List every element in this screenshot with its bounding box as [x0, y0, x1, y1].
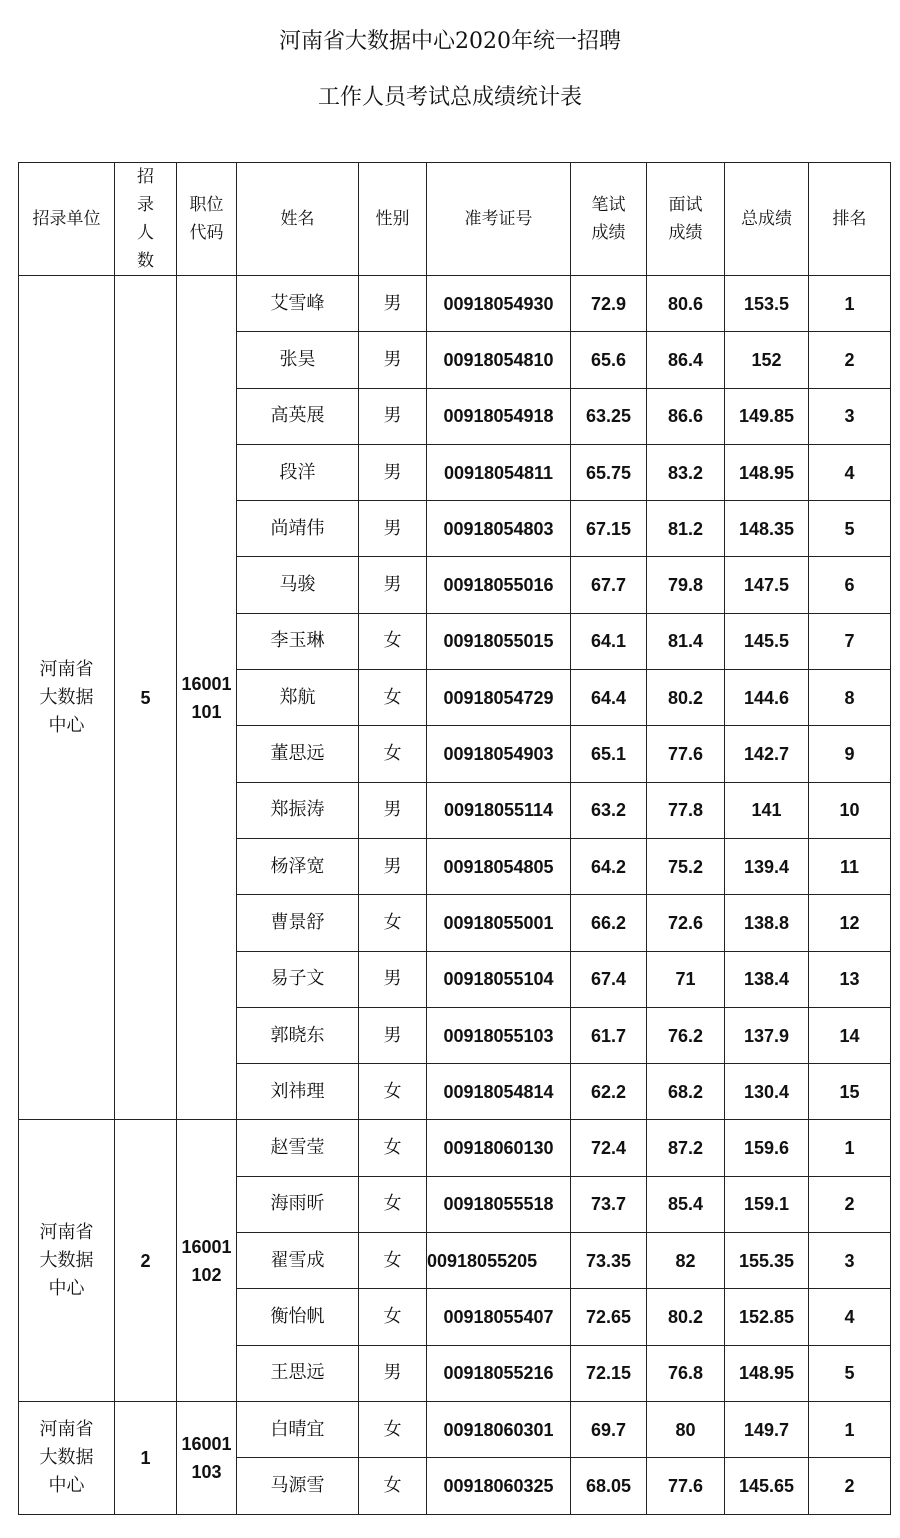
candidate-gender: 男 — [359, 388, 427, 444]
exam-id: 00918054810 — [427, 332, 571, 388]
total-score: 159.1 — [725, 1176, 809, 1232]
candidate-name: 赵雪莹 — [237, 1120, 359, 1176]
exam-id: 00918060130 — [427, 1120, 571, 1176]
title-line-1: 河南省大数据中心2020年统一招聘 — [279, 29, 621, 54]
interview-score: 80.6 — [647, 276, 725, 332]
interview-score: 81.4 — [647, 613, 725, 669]
candidate-gender: 女 — [359, 1458, 427, 1514]
candidate-gender: 女 — [359, 1176, 427, 1232]
position-code-cell: 16001103 — [177, 1401, 237, 1514]
candidate-gender: 男 — [359, 951, 427, 1007]
written-score: 72.15 — [571, 1345, 647, 1401]
exam-id: 00918054918 — [427, 388, 571, 444]
written-score: 73.7 — [571, 1176, 647, 1232]
written-score: 65.6 — [571, 332, 647, 388]
candidate-name: 董思远 — [237, 726, 359, 782]
exam-id: 00918055103 — [427, 1007, 571, 1063]
written-score: 64.2 — [571, 838, 647, 894]
written-score: 67.4 — [571, 951, 647, 1007]
total-score: 137.9 — [725, 1007, 809, 1063]
rank: 1 — [809, 276, 891, 332]
header-exam-id: 准考证号 — [427, 163, 571, 276]
rank: 4 — [809, 1289, 891, 1345]
total-score: 152.85 — [725, 1289, 809, 1345]
quota-cell: 1 — [115, 1401, 177, 1514]
candidate-gender: 女 — [359, 613, 427, 669]
candidate-name: 李玉琳 — [237, 613, 359, 669]
table-row — [19, 276, 891, 332]
rank: 3 — [809, 1233, 891, 1289]
exam-id: 00918054811 — [427, 444, 571, 500]
exam-id: 00918060301 — [427, 1401, 571, 1457]
total-score: 145.5 — [725, 613, 809, 669]
exam-id: 00918055015 — [427, 613, 571, 669]
candidate-gender: 女 — [359, 1233, 427, 1289]
total-score: 138.4 — [725, 951, 809, 1007]
written-score: 72.4 — [571, 1120, 647, 1176]
candidate-name: 尚靖伟 — [237, 501, 359, 557]
score-table — [18, 162, 891, 1515]
header-row — [19, 163, 891, 276]
quota-cell: 2 — [115, 1120, 177, 1401]
total-score: 139.4 — [725, 838, 809, 894]
total-score: 149.85 — [725, 388, 809, 444]
header-written: 笔试成绩 — [571, 163, 647, 276]
rank: 2 — [809, 332, 891, 388]
candidate-gender: 男 — [359, 501, 427, 557]
interview-score: 76.8 — [647, 1345, 725, 1401]
exam-id: 00918055114 — [427, 782, 571, 838]
candidate-name: 王思远 — [237, 1345, 359, 1401]
candidate-gender: 女 — [359, 1289, 427, 1345]
candidate-gender: 女 — [359, 1120, 427, 1176]
rank: 5 — [809, 501, 891, 557]
candidate-name: 衡怡帆 — [237, 1289, 359, 1345]
header-position-code: 职位代码 — [177, 163, 237, 276]
exam-id: 00918055205 — [427, 1233, 571, 1289]
header-rank: 排名 — [809, 163, 891, 276]
interview-score: 72.6 — [647, 895, 725, 951]
exam-id: 00918055016 — [427, 557, 571, 613]
rank: 9 — [809, 726, 891, 782]
total-score: 147.5 — [725, 557, 809, 613]
written-score: 61.7 — [571, 1007, 647, 1063]
candidate-name: 曹景舒 — [237, 895, 359, 951]
interview-score: 80.2 — [647, 670, 725, 726]
interview-score: 81.2 — [647, 501, 725, 557]
total-score: 144.6 — [725, 670, 809, 726]
written-score: 69.7 — [571, 1401, 647, 1457]
table-row — [19, 1120, 891, 1176]
rank: 2 — [809, 1176, 891, 1232]
header-interview: 面试成绩 — [647, 163, 725, 276]
exam-id: 00918054729 — [427, 670, 571, 726]
candidate-name: 张昊 — [237, 332, 359, 388]
rank: 12 — [809, 895, 891, 951]
written-score: 63.2 — [571, 782, 647, 838]
total-score: 141 — [725, 782, 809, 838]
unit-cell: 河南省大数据中心 — [19, 1401, 115, 1514]
interview-score: 77.6 — [647, 1458, 725, 1514]
exam-id: 00918054803 — [427, 501, 571, 557]
title-line-2: 工作人员考试总成绩统计表 — [317, 85, 582, 110]
interview-score: 83.2 — [647, 444, 725, 500]
candidate-gender: 男 — [359, 782, 427, 838]
rank: 13 — [809, 951, 891, 1007]
total-score: 142.7 — [725, 726, 809, 782]
rank: 2 — [809, 1458, 891, 1514]
header-unit: 招录单位 — [19, 163, 115, 276]
interview-score: 86.4 — [647, 332, 725, 388]
interview-score: 80 — [647, 1401, 725, 1457]
interview-score: 75.2 — [647, 838, 725, 894]
candidate-name: 易子文 — [237, 951, 359, 1007]
rank: 1 — [809, 1401, 891, 1457]
exam-id: 00918055104 — [427, 951, 571, 1007]
interview-score: 77.8 — [647, 782, 725, 838]
written-score: 67.15 — [571, 501, 647, 557]
written-score: 65.75 — [571, 444, 647, 500]
interview-score: 86.6 — [647, 388, 725, 444]
exam-id: 00918055407 — [427, 1289, 571, 1345]
candidate-gender: 女 — [359, 1401, 427, 1457]
candidate-name: 艾雪峰 — [237, 276, 359, 332]
header-name: 姓名 — [237, 163, 359, 276]
interview-score: 71 — [647, 951, 725, 1007]
interview-score: 76.2 — [647, 1007, 725, 1063]
total-score: 148.95 — [725, 444, 809, 500]
quota-cell: 5 — [115, 276, 177, 1120]
written-score: 72.65 — [571, 1289, 647, 1345]
candidate-gender: 女 — [359, 895, 427, 951]
exam-id: 00918055216 — [427, 1345, 571, 1401]
interview-score: 85.4 — [647, 1176, 725, 1232]
interview-score: 87.2 — [647, 1120, 725, 1176]
written-score: 68.05 — [571, 1458, 647, 1514]
unit-cell: 河南省大数据中心 — [19, 1120, 115, 1401]
written-score: 64.4 — [571, 670, 647, 726]
total-score: 155.35 — [725, 1233, 809, 1289]
candidate-name: 海雨昕 — [237, 1176, 359, 1232]
exam-id: 00918055518 — [427, 1176, 571, 1232]
total-score: 152 — [725, 332, 809, 388]
position-code-cell: 16001101 — [177, 276, 237, 1120]
candidate-gender: 男 — [359, 332, 427, 388]
total-score: 149.7 — [725, 1401, 809, 1457]
written-score: 67.7 — [571, 557, 647, 613]
candidate-gender: 男 — [359, 444, 427, 500]
exam-id: 00918060325 — [427, 1458, 571, 1514]
rank: 14 — [809, 1007, 891, 1063]
rank: 7 — [809, 613, 891, 669]
written-score: 63.25 — [571, 388, 647, 444]
total-score: 153.5 — [725, 276, 809, 332]
written-score: 66.2 — [571, 895, 647, 951]
candidate-name: 郭晓东 — [237, 1007, 359, 1063]
candidate-gender: 男 — [359, 276, 427, 332]
interview-score: 68.2 — [647, 1064, 725, 1120]
candidate-name: 翟雪成 — [237, 1233, 359, 1289]
total-score: 148.95 — [725, 1345, 809, 1401]
candidate-gender: 男 — [359, 838, 427, 894]
rank: 8 — [809, 670, 891, 726]
interview-score: 79.8 — [647, 557, 725, 613]
candidate-name: 马骏 — [237, 557, 359, 613]
rank: 4 — [809, 444, 891, 500]
candidate-name: 高英展 — [237, 388, 359, 444]
candidate-gender: 男 — [359, 1345, 427, 1401]
candidate-gender: 女 — [359, 726, 427, 782]
rank: 5 — [809, 1345, 891, 1401]
candidate-name: 郑航 — [237, 670, 359, 726]
written-score: 62.2 — [571, 1064, 647, 1120]
written-score: 65.1 — [571, 726, 647, 782]
rank: 11 — [809, 838, 891, 894]
rank: 3 — [809, 388, 891, 444]
rank: 15 — [809, 1064, 891, 1120]
header-quota: 招录人数 — [115, 163, 177, 276]
exam-id: 00918054814 — [427, 1064, 571, 1120]
total-score: 138.8 — [725, 895, 809, 951]
interview-score: 80.2 — [647, 1289, 725, 1345]
candidate-gender: 男 — [359, 1007, 427, 1063]
interview-score: 82 — [647, 1233, 725, 1289]
candidate-name: 段洋 — [237, 444, 359, 500]
rank: 10 — [809, 782, 891, 838]
written-score: 64.1 — [571, 613, 647, 669]
rank: 1 — [809, 1120, 891, 1176]
exam-id: 00918054930 — [427, 276, 571, 332]
header-gender: 性别 — [359, 163, 427, 276]
header-total: 总成绩 — [725, 163, 809, 276]
position-code-cell: 16001102 — [177, 1120, 237, 1401]
total-score: 145.65 — [725, 1458, 809, 1514]
unit-cell: 河南省大数据中心 — [19, 276, 115, 1120]
rank: 6 — [809, 557, 891, 613]
candidate-name: 马源雪 — [237, 1458, 359, 1514]
written-score: 72.9 — [571, 276, 647, 332]
total-score: 148.35 — [725, 501, 809, 557]
candidate-gender: 男 — [359, 557, 427, 613]
candidate-name: 刘祎理 — [237, 1064, 359, 1120]
candidate-name: 白晴宜 — [237, 1401, 359, 1457]
exam-id: 00918055001 — [427, 895, 571, 951]
interview-score: 77.6 — [647, 726, 725, 782]
candidate-name: 郑振涛 — [237, 782, 359, 838]
written-score: 73.35 — [571, 1233, 647, 1289]
total-score: 159.6 — [725, 1120, 809, 1176]
total-score: 130.4 — [725, 1064, 809, 1120]
exam-id: 00918054903 — [427, 726, 571, 782]
candidate-name: 杨泽宽 — [237, 838, 359, 894]
candidate-gender: 女 — [359, 1064, 427, 1120]
exam-id: 00918054805 — [427, 838, 571, 894]
candidate-gender: 女 — [359, 670, 427, 726]
table-row — [19, 1401, 891, 1457]
